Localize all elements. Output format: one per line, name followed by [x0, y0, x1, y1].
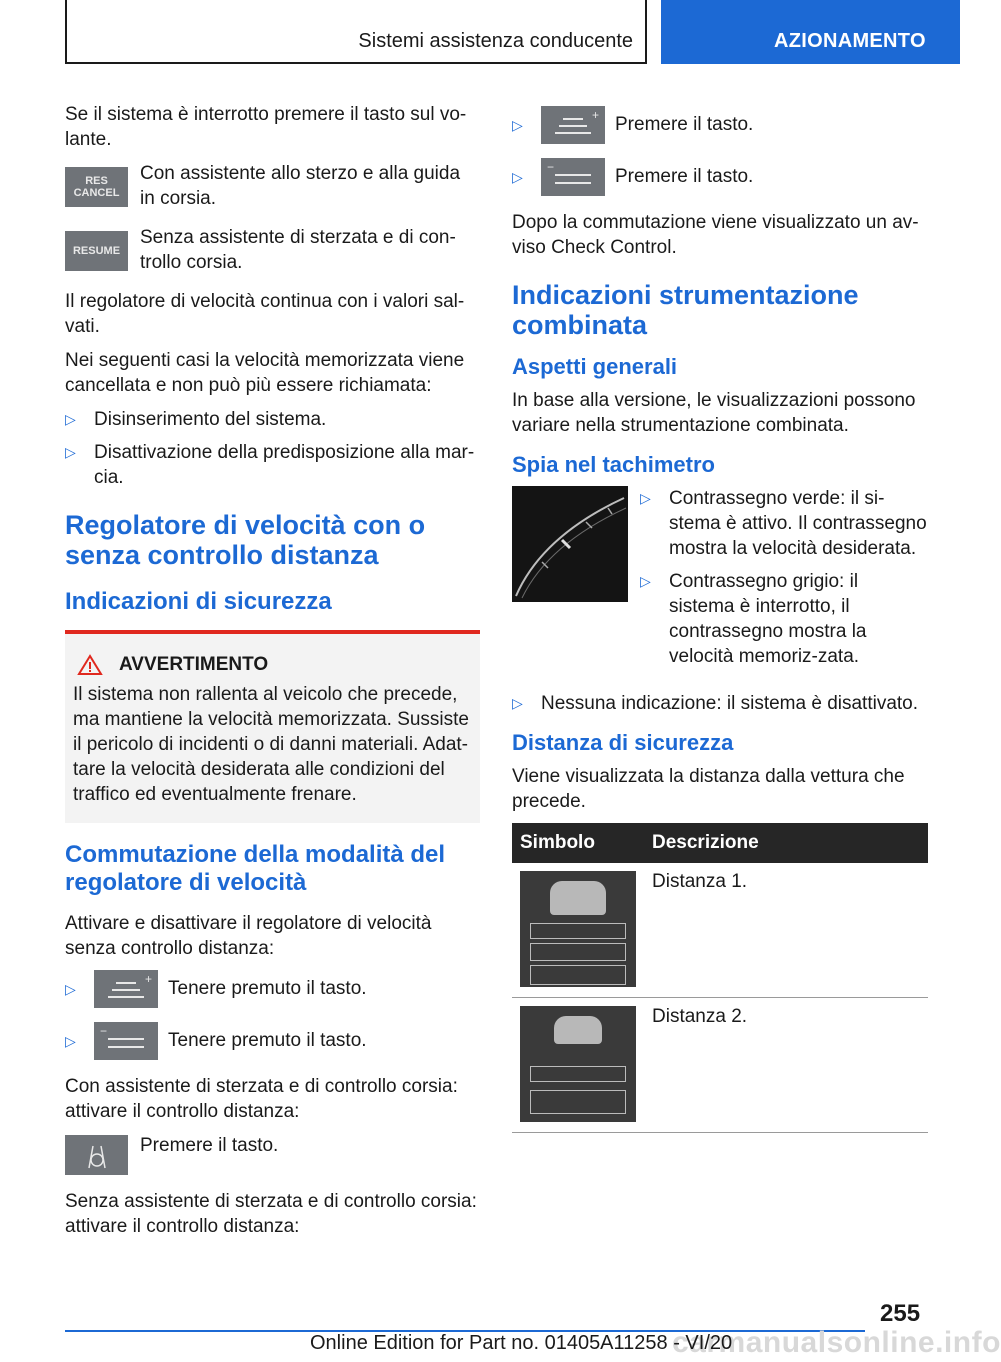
list	[65, 407, 480, 490]
table-header: Simbolo	[512, 823, 644, 863]
section-title: Sistemi assistenza conducente	[358, 30, 633, 52]
key-description: Con assistente allo sterzo e alla guida in corsia.	[140, 163, 461, 209]
triangle-bullet-icon: ▷	[65, 1032, 76, 1049]
list-item: ▷ Disinserimento del sistema.	[65, 407, 480, 432]
distance-table	[512, 823, 928, 1133]
watermark: carmanualsonline.info	[672, 1326, 1001, 1359]
warning-text: Il sistema non rallenta al veicolo che precede, ma mantiene la velocità memorizzata. Sussiste il pericolo di incidenti o di danni materiali. Adat-tare la velocità desiderata alle condizioni del traffico ed eventualmente frenare.	[73, 684, 469, 805]
paragraph: Nei seguenti casi la velocità memorizzata viene cancellata e non può più essere richiamata:	[65, 350, 465, 396]
step-text: Premere il tasto.	[615, 166, 754, 187]
section-heading: Indicazioni strumentazione combinata	[512, 280, 859, 340]
resume-key-icon: RESUME	[65, 231, 128, 271]
triangle-bullet-icon: ▷	[512, 168, 523, 185]
res-cancel-key-icon: RES CANCEL	[65, 167, 128, 207]
list-item: ▷ Contrassegno verde: il si-stema è attivo. Il contrassegno mostra la velocità desiderata.	[640, 486, 928, 561]
table-cell: Distanza 1.	[644, 863, 928, 998]
step-text: Premere il tasto.	[615, 114, 754, 135]
right-column	[512, 102, 928, 1133]
header-section	[65, 0, 647, 64]
step-text: Tenere premuto il tasto.	[168, 1030, 367, 1051]
distance-plus-button-icon: +	[541, 106, 605, 144]
table-header: Descrizione	[644, 823, 928, 863]
left-column	[65, 102, 480, 1248]
key-row	[65, 161, 480, 211]
paragraph: Il regolatore di velocità continua con i valori sal-vati.	[65, 291, 465, 337]
warning-box	[65, 630, 480, 823]
subsection-heading: Indicazioni di sicurezza	[65, 588, 332, 615]
key-description: Premere il tasto.	[140, 1135, 279, 1156]
table-row	[512, 863, 928, 998]
paragraph: In base alla versione, le visualizzazioni possono variare nella strumentazione combinata.	[512, 390, 916, 436]
key-row	[65, 1133, 480, 1175]
section-heading: Regolatore di velocità con o senza controllo distanza	[65, 510, 426, 570]
header-chapter	[661, 0, 960, 64]
paragraph: Senza assistente di sterzata e di controllo corsia: attivare il controllo distanza:	[65, 1191, 477, 1237]
speedometer-image	[512, 486, 628, 602]
subsection-heading: Spia nel tachimetro	[512, 452, 715, 477]
step-row	[65, 1022, 480, 1060]
steering-assist-button-icon	[65, 1135, 128, 1175]
subsection-heading: Commutazione della modalità del regolatore di velocità	[65, 841, 446, 896]
distance-minus-button-icon: −	[94, 1022, 158, 1060]
key-row	[65, 225, 480, 275]
distance-1-icon	[520, 871, 636, 987]
edition-text: Online Edition for Part no. 01405A11258 - VI/20	[310, 1332, 733, 1354]
key-description: Senza assistente di sterzata e di con-trollo corsia.	[140, 227, 456, 273]
step-text: Tenere premuto il tasto.	[168, 978, 367, 999]
triangle-bullet-icon: ▷	[512, 116, 523, 133]
list-item: ▷ Nessuna indicazione: il sistema è disattivato.	[512, 691, 928, 716]
paragraph: Attivare e disattivare il regolatore di velocità senza controllo distanza:	[65, 913, 432, 959]
warning-title: AVVERTIMENTO	[73, 654, 472, 676]
distance-minus-button-icon: −	[541, 158, 605, 196]
paragraph: Con assistente di sterzata e di controllo corsia: attivare il controllo distanza:	[65, 1076, 458, 1122]
step-row	[512, 158, 928, 196]
chapter-title: AZIONAMENTO	[774, 30, 926, 52]
step-row	[512, 106, 928, 144]
distance-2-icon	[520, 1006, 636, 1122]
step-row	[65, 970, 480, 1008]
table-cell: Distanza 2.	[644, 998, 928, 1133]
list	[640, 486, 928, 677]
list-item: ▷ Disattivazione della predisposizione alla mar-cia.	[65, 440, 480, 490]
distance-plus-button-icon: +	[94, 970, 158, 1008]
speedometer-row	[512, 486, 928, 685]
subsection-heading: Distanza di sicurezza	[512, 730, 734, 755]
warning-triangle-icon	[77, 654, 103, 676]
paragraph: Viene visualizzata la distanza dalla vettura che precede.	[512, 766, 905, 812]
list-item: ▷ Contrassegno grigio: il sistema è interrotto, il contrassegno mostra la velocità memoriz-zata.	[640, 569, 928, 669]
table-row	[512, 998, 928, 1133]
triangle-bullet-icon: ▷	[65, 980, 76, 997]
subsection-heading: Aspetti generali	[512, 354, 678, 379]
list	[512, 691, 928, 716]
paragraph: Se il sistema è interrotto premere il tasto sul vo-lante.	[65, 104, 467, 150]
paragraph: Dopo la commutazione viene visualizzato un av-viso Check Control.	[512, 212, 919, 258]
page-number: 255	[880, 1300, 921, 1327]
